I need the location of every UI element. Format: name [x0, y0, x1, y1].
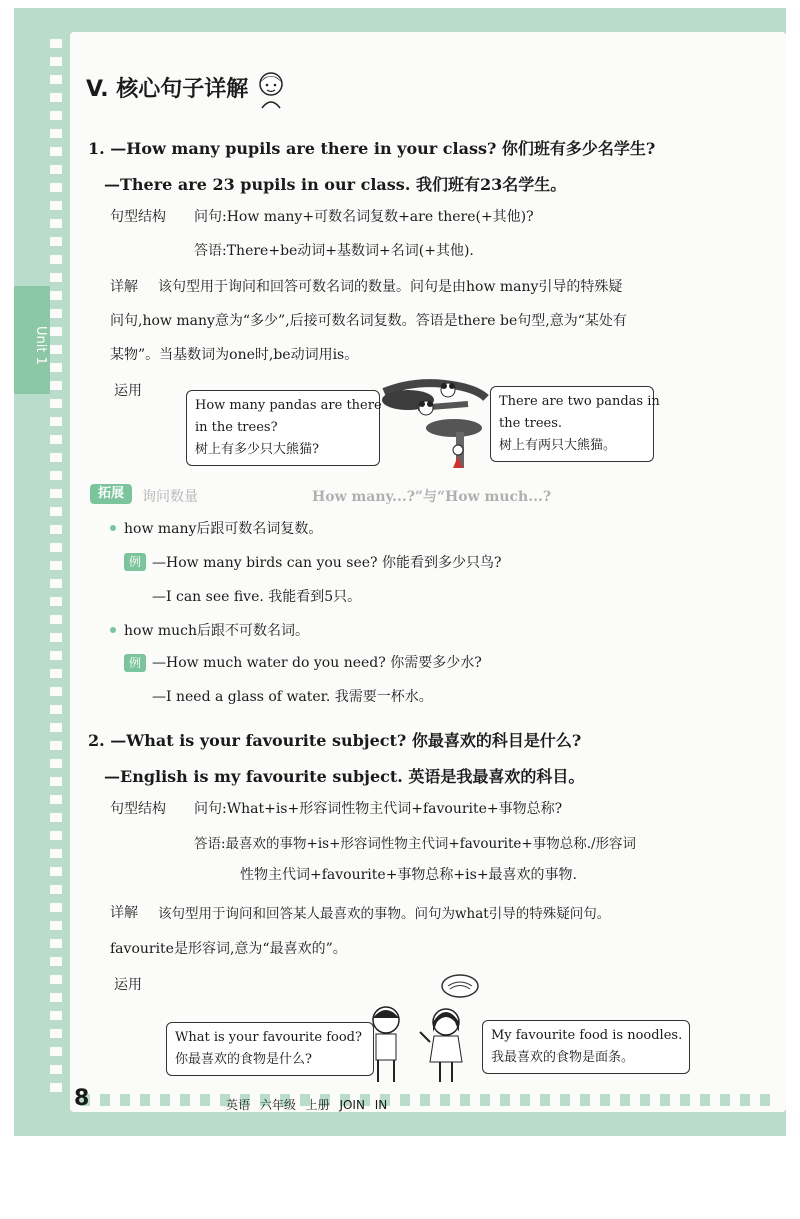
s2-explain-line2: favourite是形容词,意为“最喜欢的”。 [110, 941, 347, 957]
s1-bubble-right [490, 386, 660, 462]
s1-structure-answer: 答语:There+be动词+基数词+名词(+其他). [194, 243, 474, 259]
bullet-dot [110, 525, 116, 531]
bullet-dot [110, 627, 116, 633]
s1-bubble-right-line3: 树上有两只大熊猫。 [499, 438, 617, 453]
s2-bubble-left [166, 1022, 374, 1076]
girl-icon [254, 70, 288, 110]
s1-explain-line1: 该句型用于询问和回答可数名词的数量。问句是由how many引导的特殊疑 [158, 279, 623, 295]
s2-bubble-left-line1: What is your favourite food? [175, 1030, 362, 1045]
s2-structure-answer-line1: 答语:最喜欢的事物+is+形容词性物主代词+favourite+事物总称./形容词 [194, 836, 637, 852]
extension-point2: how much后跟不可数名词。 [124, 623, 310, 639]
s1-bubble-right-line1: There are two pandas in [499, 394, 660, 409]
s1-explain-line3: 某物”。当基数词为one时,be动词用is。 [110, 347, 359, 363]
s2-question: 2. —What is your favourite subject? 你最喜欢的科目是什么? [88, 731, 582, 750]
s2-bubble-right [482, 1020, 690, 1074]
extension-title: How many...?”与“How much...? [312, 489, 552, 505]
section-title: V. 核心句子详解 [86, 77, 249, 102]
s1-bubble-left-line3: 树上有多少只大熊猫? [195, 442, 319, 457]
s1-bubble-left-line1: How many pandas are there [195, 398, 382, 413]
s2-structure-label: 句型结构 [110, 801, 166, 817]
s1-question: 1. —How many pupils are there in your class? 你们班有多少名学生? [88, 139, 656, 158]
page-number: 8 [74, 1086, 90, 1111]
s1-explain-label: 详解 [110, 279, 138, 295]
unit-tab-label: Unit 1 [33, 326, 48, 365]
s1-structure-question: 问句:How many+可数名词复数+are there(+其他)? [194, 209, 534, 225]
extension-faded-title: 询问数量 [142, 489, 198, 505]
s2-answer: —English is my favourite subject. 英语是我最喜欢的科目。 [104, 767, 585, 786]
extension-badge: 拓展 [90, 484, 132, 504]
example-badge: 例 [124, 654, 146, 672]
s1-bubble-right-line2: the trees. [499, 416, 563, 431]
s2-structure-question: 问句:What+is+形容词性物主代词+favourite+事物总称? [194, 801, 563, 817]
children-noodles-illustration [360, 972, 486, 1084]
s2-explain-label: 详解 [110, 905, 138, 921]
example2-question: —How much water do you need? 你需要多少水? [152, 655, 482, 671]
s1-answer: —There are 23 pupils in our class. 我们班有23名学生。 [104, 175, 567, 194]
s2-bubble-left-line2: 你最喜欢的食物是什么? [175, 1052, 312, 1067]
s2-explain-line1: 该句型用于询问和回答某人最喜欢的事物。问句为what引导的特殊疑问句。 [158, 906, 611, 922]
footer-book-info: 英语 六年级 上册 JOIN IN [226, 1098, 388, 1112]
s2-bubble-right-line2: 我最喜欢的食物是面条。 [491, 1050, 635, 1065]
example1-answer: —I can see five. 我能看到5只。 [152, 589, 362, 605]
s2-bubble-right-line1: My favourite food is noodles. [491, 1028, 683, 1043]
s2-use-label: 运用 [114, 977, 142, 993]
example1-question: —How many birds can you see? 你能看到多少只鸟? [152, 555, 502, 571]
panda-tree-illustration [378, 378, 490, 470]
left-wave-edge [50, 30, 62, 1100]
example2-answer: —I need a glass of water. 我需要一杯水。 [152, 689, 433, 705]
s1-bubble-left-line2: in the trees? [195, 420, 278, 435]
example-badge: 例 [124, 553, 146, 571]
extension-point1: how many后跟可数名词复数。 [124, 521, 323, 537]
s1-use-label: 运用 [114, 383, 142, 399]
bottom-wave-edge [70, 1094, 770, 1106]
s1-bubble-left [186, 390, 380, 466]
s2-structure-answer-line2: 性物主代词+favourite+事物总称+is+最喜欢的事物. [240, 867, 577, 883]
s1-explain-line2: 问句,how many意为“多少”,后接可数名词复数。答语是there be句型,意为“某处有 [110, 313, 627, 329]
s1-structure-label: 句型结构 [110, 209, 166, 225]
